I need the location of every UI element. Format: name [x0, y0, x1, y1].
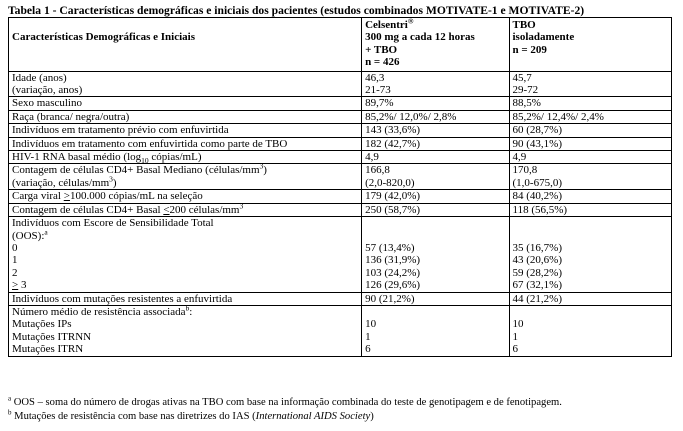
- cell-value: 59 (28,2%): [512, 266, 562, 279]
- cell-value: (2,0-820,0): [365, 176, 415, 189]
- header-col3-alone: isoladamente: [512, 31, 575, 44]
- cell-value: 88,5%: [509, 97, 672, 110]
- row-label: Número médio de resistência associada$^b$: Mutações IPs Mutações ITRNN Mutações ITRN: [9, 305, 362, 356]
- table-title: Tabela 1 - Características demográficas e iniciais dos pacientes (estudos combinados MOTIVATE-1 e MOTIVATE-2): [8, 4, 585, 17]
- table-row-oss: [9, 217, 672, 292]
- patient-characteristics-table: [8, 17, 672, 357]
- footnote-a: $^a$ OOS – soma do número de drogas ativas na TBO com base na informação combinada do teste de genotipagem e de fenotipagem.: [8, 394, 562, 408]
- row-label: Indivíduos em tratamento prévio com enfuvirtida: [9, 124, 362, 137]
- header-col3-tbo: TBO: [512, 19, 536, 31]
- cell-value: 126 (29,6%): [365, 279, 421, 292]
- cell-value: 1: [512, 330, 518, 343]
- cell-value: 35 (16,7%): [512, 241, 562, 254]
- row-label: Indivíduos em tratamento com enfuvirtida como parte de TBO: [9, 137, 362, 150]
- table-row-tratamento-previo: [9, 124, 672, 137]
- cell-value: 166,8: [365, 164, 390, 177]
- cell-value: 85,2%/ 12,0%/ 2,8%: [362, 110, 509, 123]
- row-label: Raça (branca/ negra/outra): [9, 110, 362, 123]
- header-col2-tbo: + TBO: [365, 43, 398, 56]
- header-col2-n: n = 426: [365, 56, 400, 69]
- cell-value: 179 (42,0%): [362, 190, 509, 203]
- table-row-sexo: [9, 97, 672, 110]
- cell-value: 4,9: [509, 151, 672, 164]
- table-row-cd4-mediano: [9, 164, 672, 190]
- table-header-row: [9, 18, 672, 72]
- row-label: Contagem de células CD4+ Basal <200 células/$mm^3$: [9, 203, 362, 216]
- cell-value: 44 (21,2%): [509, 292, 672, 305]
- cell-value: 46,3: [365, 71, 385, 84]
- row-label: HIV-1 RNA basal médio ($\log_{10}$ cópias/mL): [9, 151, 362, 164]
- header-col3-n: n = 209: [512, 43, 547, 56]
- table-row-resistencia: [9, 305, 672, 356]
- cell-value: 4,9: [362, 151, 509, 164]
- cell-value: 21-73: [365, 84, 391, 97]
- cell-value: 90 (43,1%): [509, 137, 672, 150]
- footnote-b: $^b$ Mutações de resistência com base nas diretrizes do IAS (International AIDS Society): [8, 408, 374, 422]
- table-row-hiv-rna: [9, 151, 672, 164]
- cell-value: 60 (28,7%): [509, 124, 672, 137]
- header-col2-drug: Celsentri: [365, 19, 408, 31]
- row-label: Indivíduos com Escore de Sensibilidade Total (OOS):$^a$ 0 1 2 > 3: [9, 217, 362, 292]
- header-col2-dose: 300 mg a cada 12 horas: [365, 31, 475, 44]
- header-characteristics: [9, 18, 362, 72]
- cell-value: 45,7: [512, 71, 532, 84]
- row-label: Contagem de células CD4+ Basal Mediano $(células/mm^3)$ (variação, células/$mm^3$): [9, 164, 362, 190]
- cell-value: 57 (13,4%): [365, 241, 415, 254]
- table-row-enfuvirtida-tbo: [9, 137, 672, 150]
- cell-value: 1: [365, 330, 371, 343]
- cell-value: 6: [365, 343, 371, 356]
- cell-value: 90 (21,2%): [362, 292, 509, 305]
- registered-mark: ®: [407, 16, 414, 26]
- cell-value: 84 (40,2%): [509, 190, 672, 203]
- cell-value: (1,0-675,0): [512, 176, 562, 189]
- row-label: Indivíduos com mutações resistentes a enfuvirtida: [9, 292, 362, 305]
- cell-value: 103 (24,2%): [365, 266, 421, 279]
- cell-value: 10: [512, 318, 524, 331]
- header-tbo: [509, 18, 672, 72]
- cell-value: 143 (33,6%): [362, 124, 509, 137]
- header-celsentri: [362, 18, 509, 72]
- table-row-cd4-200: [9, 203, 672, 216]
- row-label: Sexo masculino: [9, 97, 362, 110]
- cell-value: 89,7%: [362, 97, 509, 110]
- row-label: (variação, anos): [12, 84, 83, 97]
- cell-value: 67 (32,1%): [512, 279, 562, 292]
- table-row-carga-viral: [9, 190, 672, 203]
- cell-value: 250 (58,7%): [362, 203, 509, 216]
- cell-value: 170,8: [512, 164, 538, 177]
- table-row-idade: [9, 71, 672, 97]
- header-col1-label: Características Demográficas e Iniciais: [12, 31, 195, 43]
- cell-value: 6: [512, 343, 518, 356]
- cell-value: 29-72: [512, 84, 539, 97]
- row-label: Idade (anos): [12, 71, 67, 84]
- row-label: Carga viral >100.000 cópias/mL na seleção: [9, 190, 362, 203]
- cell-value: 182 (42,7%): [362, 137, 509, 150]
- cell-value: 118 (56,5%): [509, 203, 672, 216]
- cell-value: 43 (20,6%): [512, 254, 562, 267]
- table-row-raca: [9, 110, 672, 123]
- cell-value: 85,2%/ 12,4%/ 2,4%: [509, 110, 672, 123]
- cell-value: 10: [365, 318, 377, 331]
- table-row-mutacoes-enfuvirtida: [9, 292, 672, 305]
- cell-value: 136 (31,9%): [365, 254, 421, 267]
